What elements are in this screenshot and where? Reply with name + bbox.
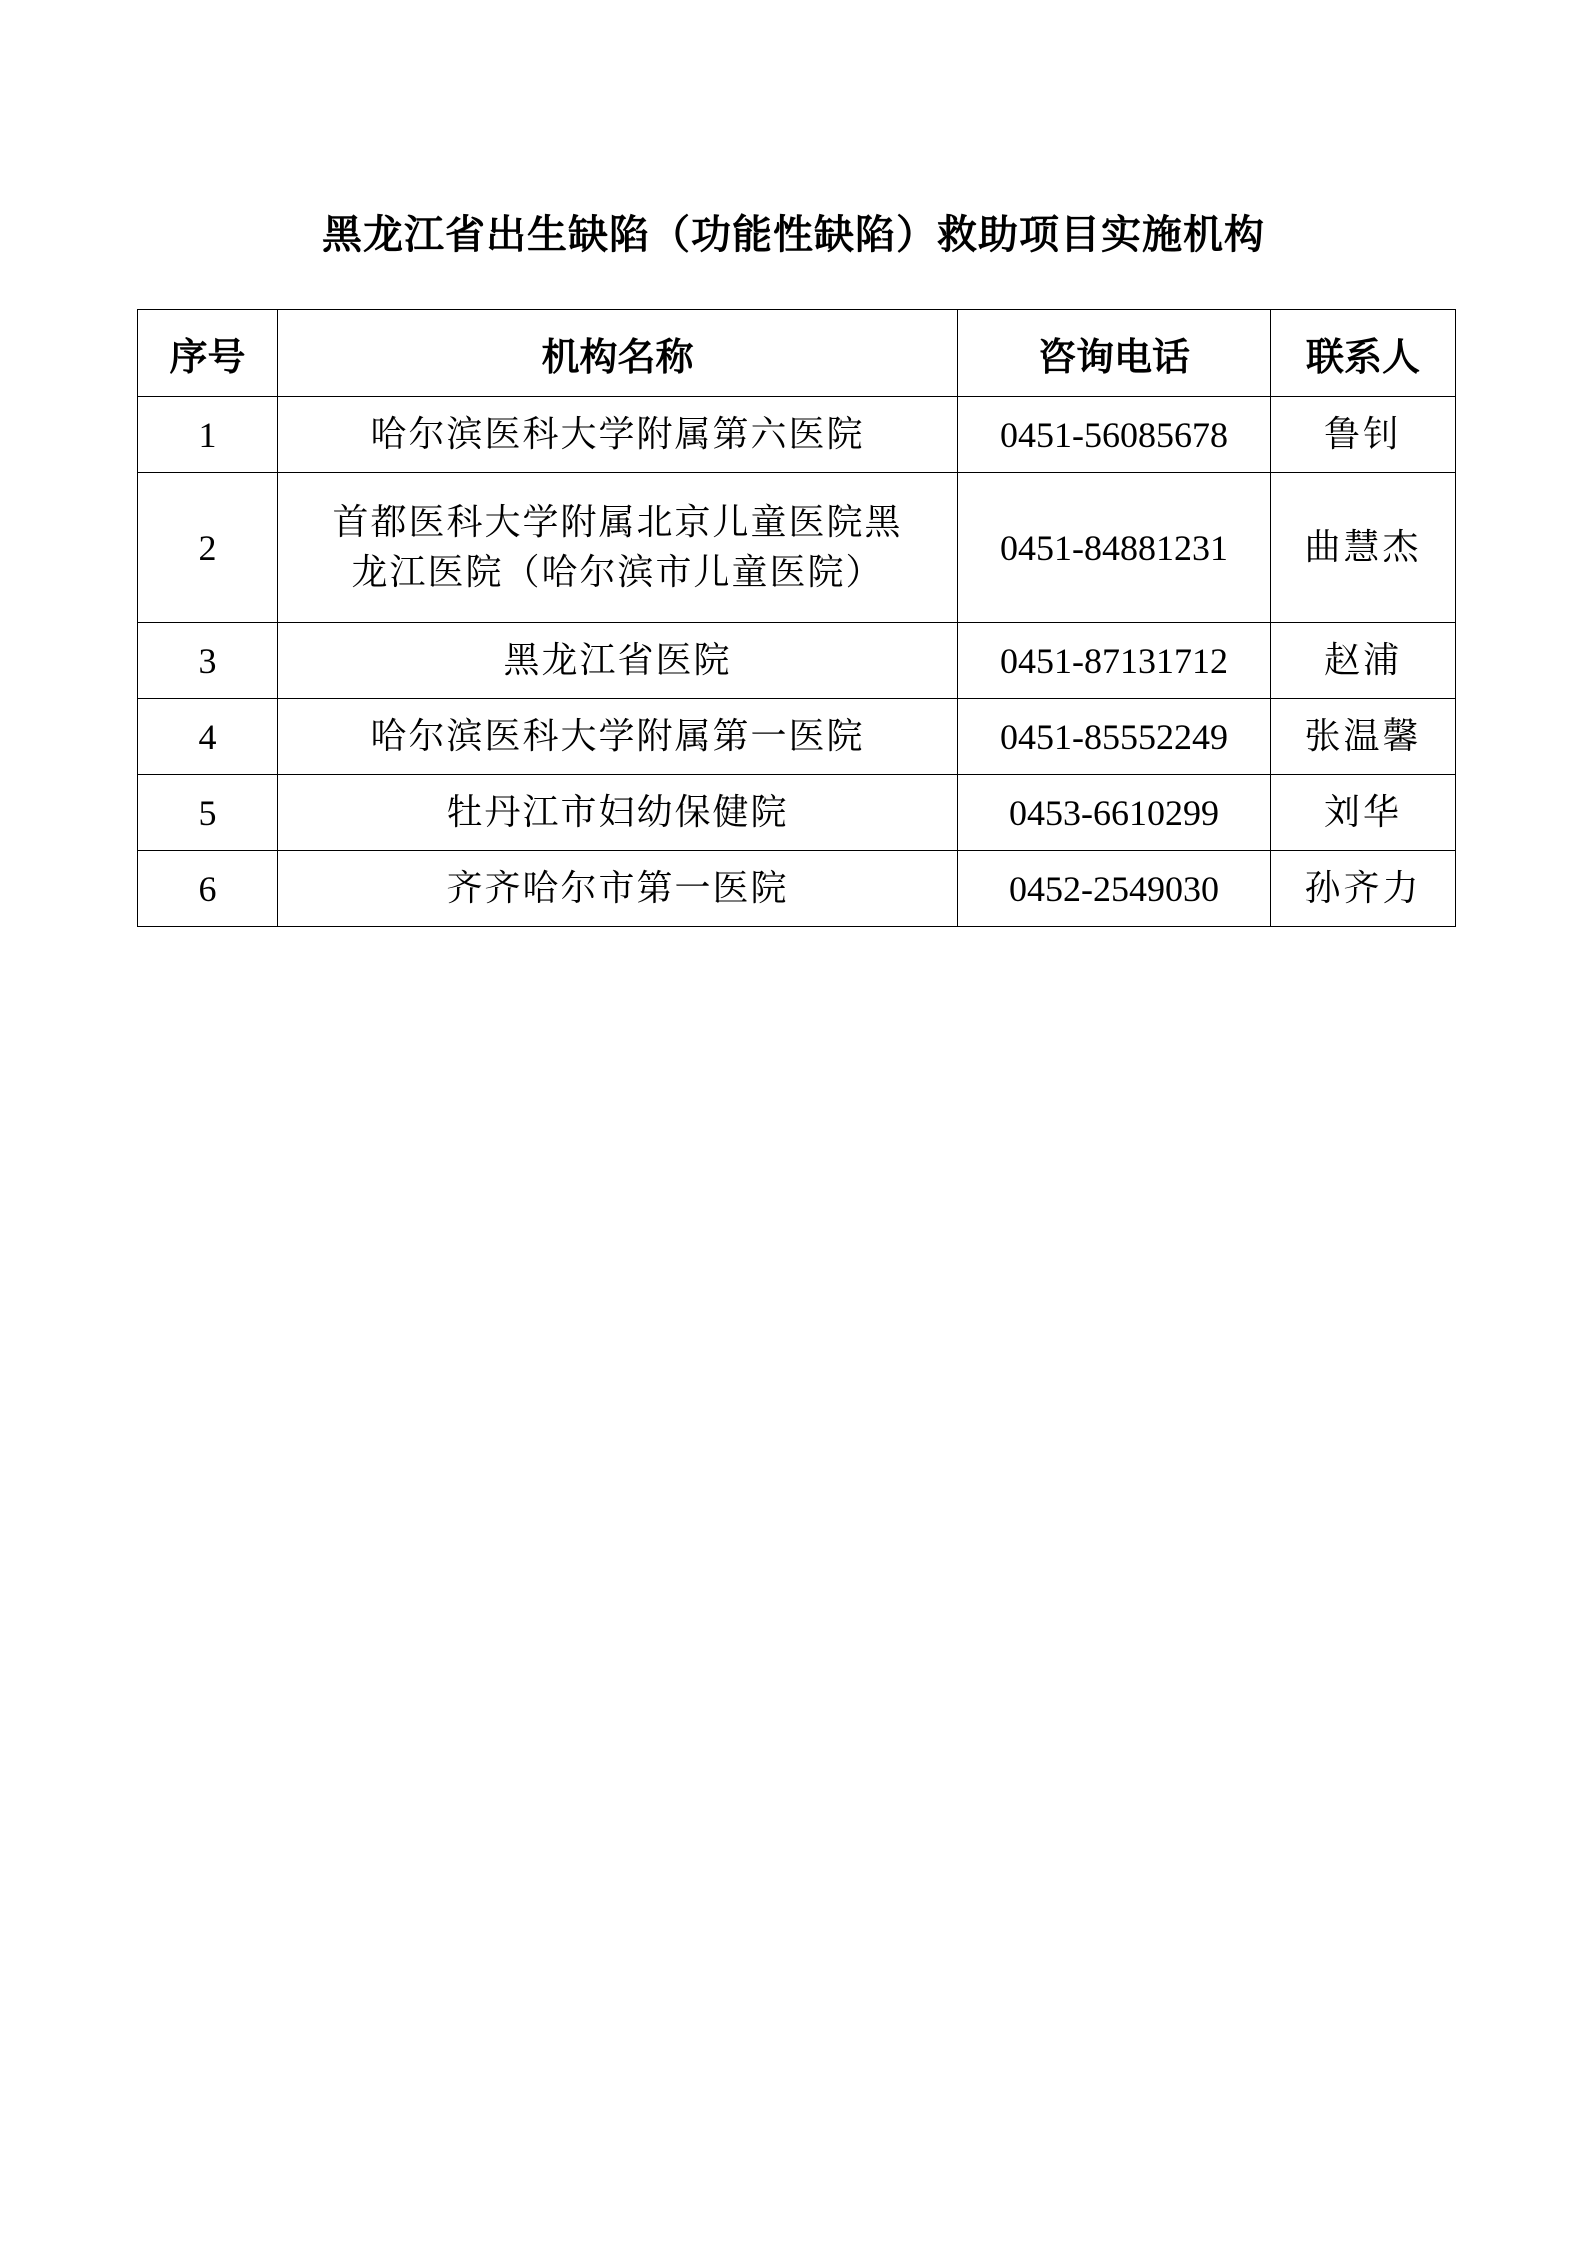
header-index: 序号: [138, 310, 278, 397]
cell-contact: 鲁钊: [1271, 397, 1456, 473]
institutions-table: [137, 309, 1456, 927]
cell-contact: 赵浦: [1271, 623, 1456, 699]
cell-institution-name: [278, 473, 958, 623]
cell-phone: 0453-6610299: [958, 775, 1271, 851]
table-row: [138, 851, 1456, 927]
cell-contact: 刘华: [1271, 775, 1456, 851]
table-row: [138, 397, 1456, 473]
cell-index: 1: [138, 397, 278, 473]
cell-index: 3: [138, 623, 278, 699]
header-phone: 咨询电话: [958, 310, 1271, 397]
header-contact: 联系人: [1271, 310, 1456, 397]
cell-phone: 0451-56085678: [958, 397, 1271, 473]
cell-index: 4: [138, 699, 278, 775]
institution-name-line-1: 首都医科大学附属北京儿童医院黑: [332, 501, 903, 543]
document-title: 黑龙江省出生缺陷（功能性缺陷）救助项目实施机构: [322, 212, 1265, 258]
table-row: [138, 623, 1456, 699]
cell-institution-name: 哈尔滨医科大学附属第六医院: [278, 397, 958, 473]
table-row: [138, 775, 1456, 851]
header-institution-name: 机构名称: [278, 310, 958, 397]
table-header-row: [138, 310, 1456, 397]
cell-phone: 0451-87131712: [958, 623, 1271, 699]
cell-index: 5: [138, 775, 278, 851]
cell-phone: 0452-2549030: [958, 851, 1271, 927]
cell-phone: 0451-84881231: [958, 473, 1271, 623]
cell-institution-name: 齐齐哈尔市第一医院: [278, 851, 958, 927]
table-row: [138, 699, 1456, 775]
cell-contact: 张温馨: [1271, 699, 1456, 775]
cell-phone: 0451-85552249: [958, 699, 1271, 775]
cell-index: 6: [138, 851, 278, 927]
cell-institution-name: 哈尔滨医科大学附属第一医院: [278, 699, 958, 775]
cell-contact: 曲慧杰: [1271, 473, 1456, 623]
cell-institution-name: 牡丹江市妇幼保健院: [278, 775, 958, 851]
cell-contact: 孙齐力: [1271, 851, 1456, 927]
cell-index: 2: [138, 473, 278, 623]
table-row: [138, 473, 1456, 623]
cell-institution-name: 黑龙江省医院: [278, 623, 958, 699]
institution-name-line-2: 龙江医院（哈尔滨市儿童医院）: [351, 551, 884, 593]
